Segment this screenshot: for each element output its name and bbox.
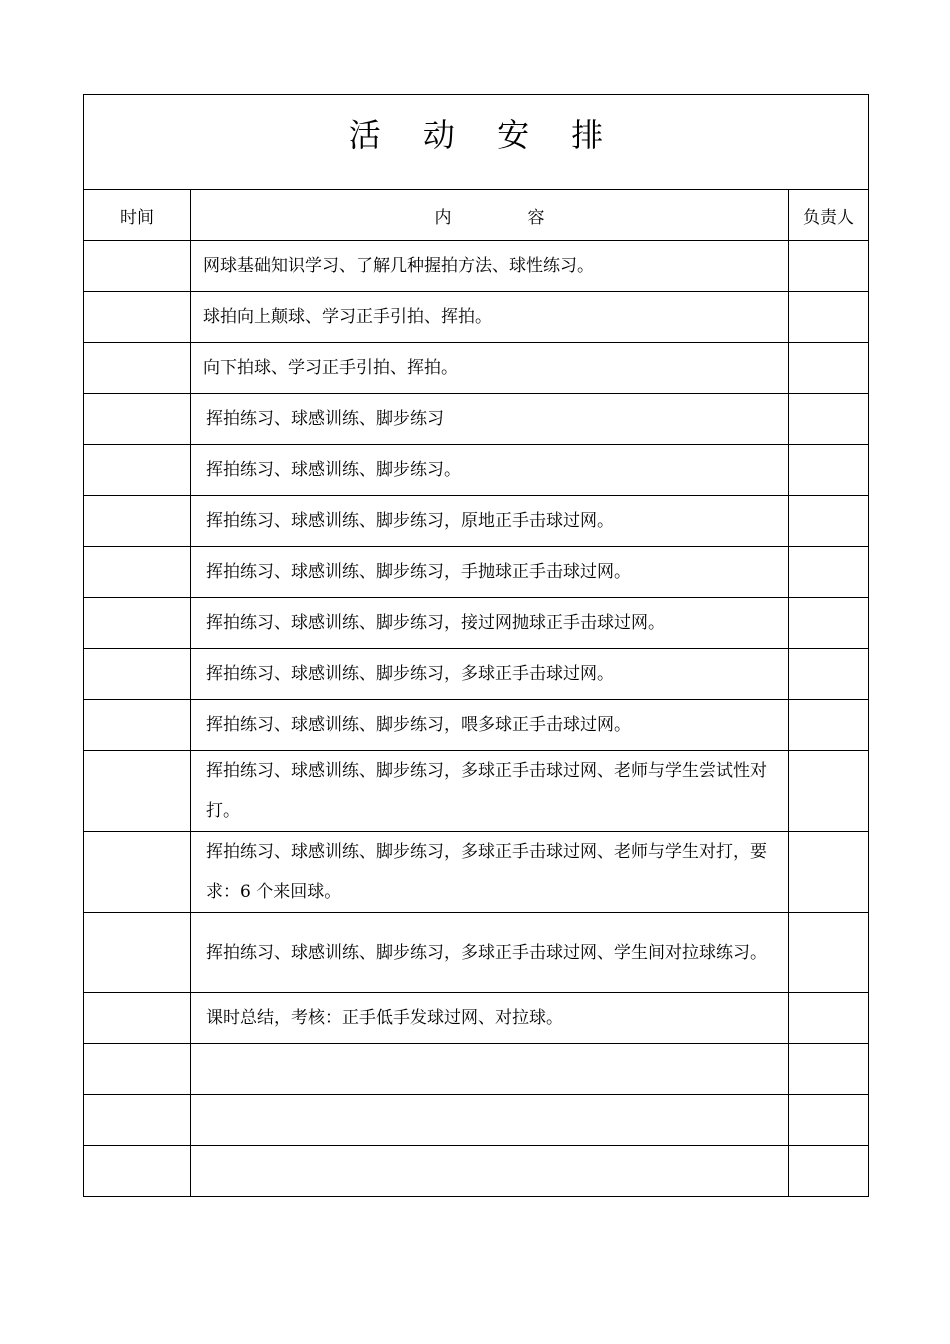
owner-cell — [789, 343, 869, 394]
content-cell: 网球基础知识学习、了解几种握拍方法、球性练习。 — [191, 241, 789, 292]
owner-cell — [789, 241, 869, 292]
header-time: 时间 — [84, 190, 191, 241]
time-cell — [84, 241, 191, 292]
table-row — [84, 1146, 869, 1197]
table-row — [84, 445, 869, 496]
owner-cell — [789, 292, 869, 343]
activity-table — [83, 94, 869, 1197]
time-cell — [84, 445, 191, 496]
time-cell — [84, 1095, 191, 1146]
time-cell — [84, 649, 191, 700]
content-cell: 挥拍练习、球感训练、脚步练习，多球正手击球过网、老师与学生对打，要求：6 个来回球。 — [191, 832, 789, 913]
content-cell — [191, 1095, 789, 1146]
content-cell: 挥拍练习、球感训练、脚步练习，喂多球正手击球过网。 — [191, 700, 789, 751]
time-cell — [84, 700, 191, 751]
content-cell: 球拍向上颠球、学习正手引拍、挥拍。 — [191, 292, 789, 343]
owner-cell — [789, 649, 869, 700]
table-row — [84, 832, 869, 913]
table-row — [84, 598, 869, 649]
owner-cell — [789, 1095, 869, 1146]
owner-cell — [789, 751, 869, 832]
table-row — [84, 496, 869, 547]
time-cell — [84, 547, 191, 598]
table-row — [84, 1044, 869, 1095]
header-content-right: 容 — [527, 207, 545, 228]
content-cell: 挥拍练习、球感训练、脚步练习，多球正手击球过网、学生间对拉球练习。 — [191, 913, 789, 993]
header-content-left: 内 — [434, 207, 452, 228]
table-row — [84, 241, 869, 292]
time-cell — [84, 292, 191, 343]
content-cell: 挥拍练习、球感训练、脚步练习，手抛球正手击球过网。 — [191, 547, 789, 598]
document-page — [83, 94, 868, 1197]
time-cell — [84, 1146, 191, 1197]
time-cell — [84, 993, 191, 1044]
content-cell: 挥拍练习、球感训练、脚步练习，接过网抛球正手击球过网。 — [191, 598, 789, 649]
owner-cell — [789, 700, 869, 751]
table-row — [84, 649, 869, 700]
table-row — [84, 547, 869, 598]
time-cell — [84, 1044, 191, 1095]
content-cell: 挥拍练习、球感训练、脚步练习，多球正手击球过网。 — [191, 649, 789, 700]
title-row — [84, 95, 869, 190]
owner-cell — [789, 1044, 869, 1095]
time-cell — [84, 832, 191, 913]
content-cell: 挥拍练习、球感训练、脚步练习 — [191, 394, 789, 445]
time-cell — [84, 496, 191, 547]
owner-cell — [789, 913, 869, 993]
content-cell — [191, 1044, 789, 1095]
content-cell: 课时总结，考核：正手低手发球过网、对拉球。 — [191, 993, 789, 1044]
owner-cell — [789, 832, 869, 913]
header-row — [84, 190, 869, 241]
header-content — [191, 190, 789, 241]
content-cell: 向下拍球、学习正手引拍、挥拍。 — [191, 343, 789, 394]
table-row — [84, 394, 869, 445]
content-cell: 挥拍练习、球感训练、脚步练习，多球正手击球过网、老师与学生尝试性对打。 — [191, 751, 789, 832]
table-title: 活 动 安 排 — [84, 95, 869, 190]
content-cell: 挥拍练习、球感训练、脚步练习。 — [191, 445, 789, 496]
time-cell — [84, 343, 191, 394]
table-row — [84, 993, 869, 1044]
table-row — [84, 913, 869, 993]
owner-cell — [789, 496, 869, 547]
owner-cell — [789, 445, 869, 496]
table-row — [84, 292, 869, 343]
table-row — [84, 751, 869, 832]
header-owner: 负责人 — [789, 190, 869, 241]
table-row — [84, 343, 869, 394]
owner-cell — [789, 993, 869, 1044]
time-cell — [84, 751, 191, 832]
table-row — [84, 1095, 869, 1146]
content-cell: 挥拍练习、球感训练、脚步练习，原地正手击球过网。 — [191, 496, 789, 547]
time-cell — [84, 394, 191, 445]
owner-cell — [789, 394, 869, 445]
owner-cell — [789, 547, 869, 598]
owner-cell — [789, 1146, 869, 1197]
time-cell — [84, 913, 191, 993]
owner-cell — [789, 598, 869, 649]
table-row — [84, 700, 869, 751]
content-cell — [191, 1146, 789, 1197]
time-cell — [84, 598, 191, 649]
